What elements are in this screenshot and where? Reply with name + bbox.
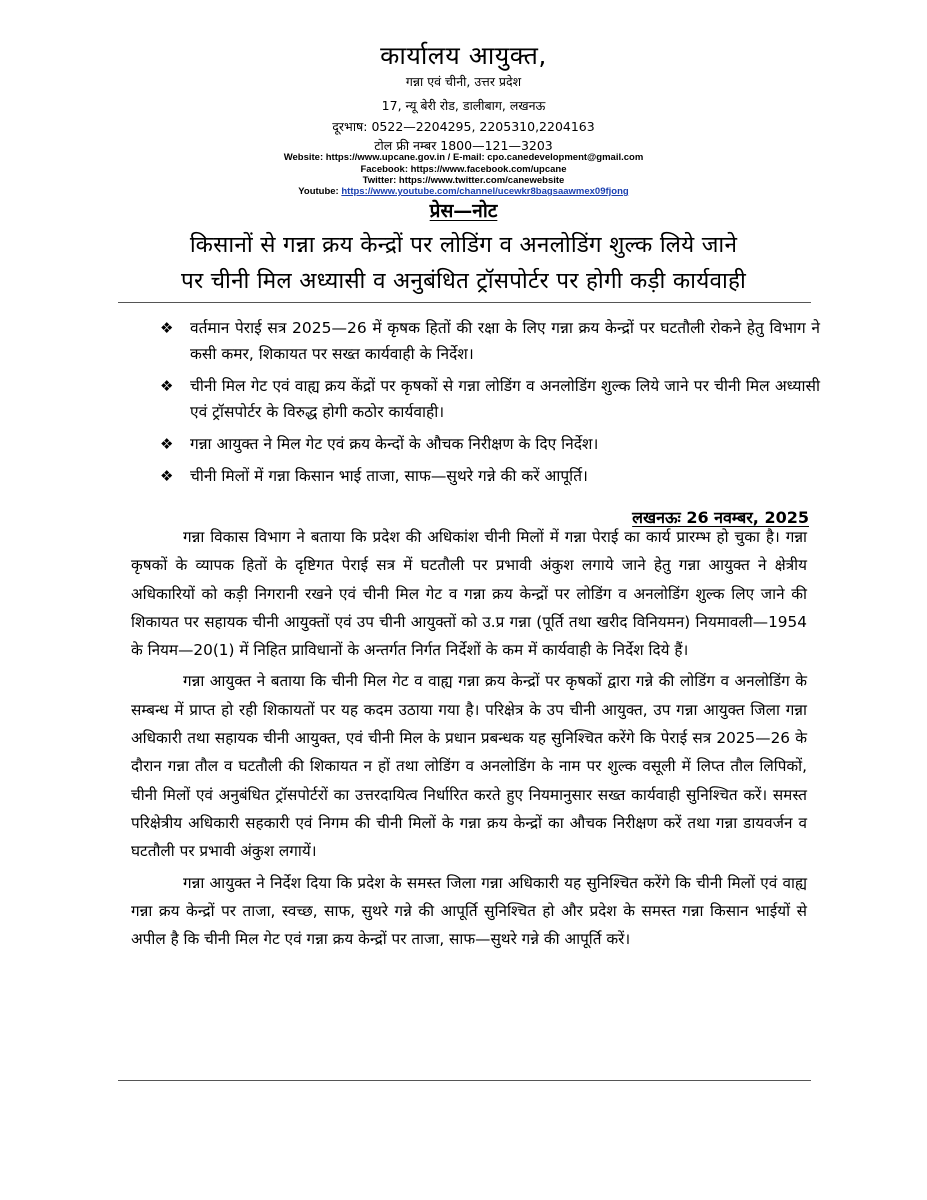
office-title: कार्यालय आयुक्त, [380,41,547,70]
dateline-text: लखनऊः 26 नवम्बर, 2025 [632,508,809,527]
address-line: 17, न्यू बेरी रोड, डालीबाग, लखनऊ [381,98,546,113]
highlight-item [160,373,820,425]
body-text [131,523,807,956]
highlight-text: चीनी मिलों में गन्ना किसान भाई ताजा, साफ—सुथरे गन्ने की करें आपूर्ति। [190,467,588,485]
footer-divider [118,1080,811,1081]
body-paragraph-1: गन्ना विकास विभाग ने बताया कि प्रदेश की अधिकांश चीनी मिलों में गन्ना पेराई का कार्य प्रारम्भ हो चुका है। गन्ना कृषकों के व्यापक हितों के दृष्टिगत पेराई सत्र में घटतौली पर प्रभावी अंकुश लगाये जाने हेतु गन्ना आयुक्त ने क्षेत्रीय अधिकारियों को कड़ी निगरानी रखने एवं चीनी मिल गेट व गन्ना क्रय केन्द्रों पर लोडिंग व अनलोडिंग शुल्क लिए जाने की शिकायत पर सहायक चीनी आयुक्तों एवं उप चीनी आयुक्तों को उ.प्र गन्ना (पूर्ति तथा खरीद विनियमन) नियमावली—1954 के नियम—20(1) में निहित प्राविधानों के अन्तर्गत निर्गत निर्देशों के कम में कार्यवाही के निर्देश दिये हैं। [131,528,807,660]
press-note-title [0,197,927,223]
diamond-bullet-icon: ❖ [160,377,174,395]
diamond-bullet-icon: ❖ [160,435,174,453]
highlight-text: गन्ना आयुक्त ने मिल गेट एवं क्रय केन्दों के औचक निरीक्षण के दिए निर्देश। [190,435,599,453]
headline-line-2: पर चीनी मिल अध्यासी व अनुबंधित ट्रॉसपोर्टर पर होगी कड़ी कार्यवाही [181,268,746,294]
twitter-line: Twitter: https://www.twitter.com/canewebsite [362,175,565,186]
highlight-text: चीनी मिल गेट एवं वाह्य क्रय केंद्रों पर कृषकों से गन्ना लोडिंग व अनलोडिंग शुल्क लिये जाने पर चीनी मिल अध्यासी एवं ट्रॉसपोर्टर के विरुद्ध होगी कठोर कार्यवाही। [190,377,820,421]
department-line: गन्ना एवं चीनी, उत्तर प्रदेश [405,74,522,89]
diamond-bullet-icon: ❖ [160,467,174,485]
highlights-list [160,315,820,495]
facebook-line: Facebook: https://www.facebook.com/upcane [360,164,567,175]
website-line: Website: https://www.upcane.gov.in / E-mail: cpo.canedevelopment@gmail.com [283,152,644,163]
youtube-label: Youtube: [298,186,342,197]
youtube-link[interactable]: https://www.youtube.com/channel/ucewkr8bagsaawmex09fjong [341,186,629,197]
phone-line: दूरभाष: 0522—2204295, 2205310,2204163 [332,119,595,134]
body-paragraph-2: गन्ना आयुक्त ने बताया कि चीनी मिल गेट व वाह्य गन्ना क्रय केन्द्रों पर कृषकों द्वारा गन्ने की लोडिंग व अनलोडिंग के सम्बन्ध में प्राप्त हो रही शिकायतों पर यह कदम उठाया गया है। परिक्षेत्र के उप चीनी आयुक्त, उप गन्ना आयुक्त जिला गन्ना अधिकारी तथा सहायक चीनी आयुक्त, एवं चीनी मिल के प्रधान प्रबन्धक यह सुनिश्चित करेंगे कि पेराई सत्र 2025—26 के दौरान गन्ना तौल व घटतौली की शिकायत न हों तथा लोडिंग व अनलोडिंग के नाम पर शुल्क वसूली में लिप्त तौल लिपिकों, चीनी मिलों एवं अनुबंधित ट्रॉसपोर्टरों का उत्तरदायित्व निर्धारित करते हुए नियमानुसार सख्त कार्यवाही सुनिश्चित करें। समस्त परिक्षेत्रीय अधिकारी सहकारी एवं निगम की चीनी मिलों के गन्ना क्रय केन्द्रों का औचक निरीक्षण करें तथा गन्ना डायवर्जन व घटतौली पर प्रभावी अंकुश लगायें। [131,672,807,861]
body-paragraph-3: गन्ना आयुक्त ने निर्देश दिया कि प्रदेश के समस्त जिला गन्ना अधिकारी यह सुनिश्चित करेंगे कि चीनी मिलों एवं वाह्य गन्ना क्रय केन्द्रों पर ताजा, स्वच्छ, साफ, सुथरे गन्ने की आपूर्ति सुनिश्चित हो और प्रदेश के समस्त गन्ना किसान भाईयों से अपील है कि चीनी मिल गेट एवं गन्ना क्रय केन्द्रों पर ताजा, साफ—सुथरे गन्ने की आपूर्ति करें। [131,873,807,949]
tollfree-line: टोल फ्री नम्बर 1800—121—3203 [374,138,553,153]
headline-line-1: किसानों से गन्ना क्रय केन्द्रों पर लोडिंग व अनलोडिंग शुल्क लिये जाने [189,232,738,258]
highlight-item [160,431,820,457]
headline-divider [118,302,811,303]
diamond-bullet-icon: ❖ [160,319,174,337]
highlight-item [160,463,820,489]
press-note-label: प्रेस—नोट [429,200,498,222]
highlight-item [160,315,820,367]
highlight-text: वर्तमान पेराई सत्र 2025—26 में कृषक हितों की रक्षा के लिए गन्ना क्रय केन्द्रों पर घटतौली रोकने हेतु विभाग ने कसी कमर, शिकायत पर सख्त कार्यवाही के निर्देश। [190,319,820,363]
